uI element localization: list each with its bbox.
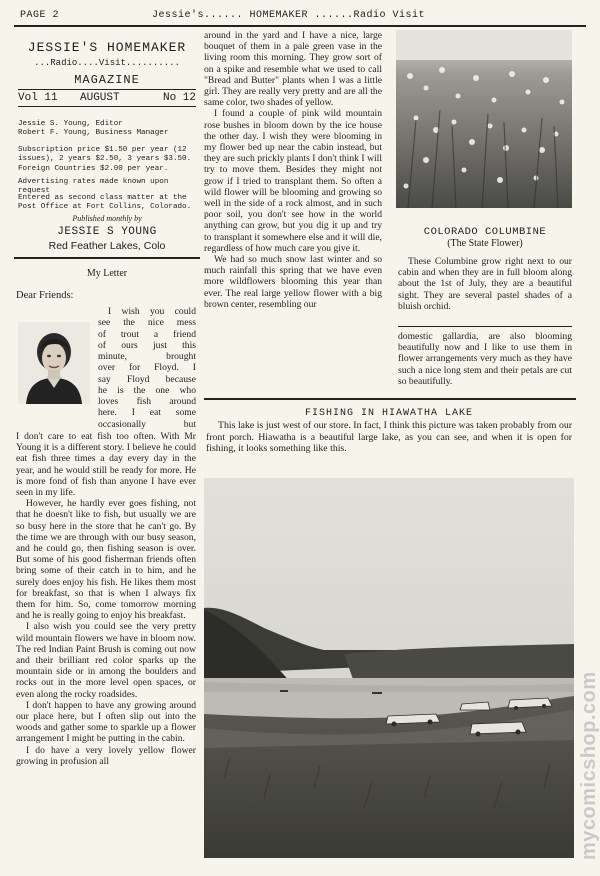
running-title: Jessie's...... HOMEMAKER ......Radio Visit <box>152 10 426 21</box>
wrap-line: here. I eat some <box>98 407 196 419</box>
lake-section-rule <box>204 398 576 400</box>
middle-para-1: around in the yard and I have a nice, large bouquet of them in a pale green vase in the living room this morning. They grow sort of on a spike and resemble what we used to call "Bread and Butter" plants when I was a little girl. They are really very pretty and are all the same color, two shades of yellow. <box>204 30 382 109</box>
letter-para-4: I don't happen to have any growing around our place here, but I often slip out into the woods and gather some to sparkle up a flower arrangement I might be putting in the cabin. <box>16 699 196 745</box>
volume: Vol 11 <box>18 92 58 104</box>
wrap-line: I wish you could <box>108 306 196 317</box>
columbine-continued: domestic gallardia, are also blooming beautifully now and I like to use them in flower arrangements very much as they have such a nice long stem and their petals are cut so beautifully. <box>398 331 572 387</box>
wrap-line: occasionally but <box>98 418 196 430</box>
columbine-caption-title: COLORADO COLUMBINE <box>423 226 547 238</box>
entry-info: Entered as second class matter at the Post Office at Fort Collins, Colorado. <box>18 194 192 212</box>
letter-body <box>16 431 196 767</box>
watermark: mycomicshop.com <box>578 671 600 860</box>
editors <box>18 120 196 139</box>
month: AUGUST <box>80 92 120 104</box>
portrait-image <box>18 322 90 404</box>
columbine-image <box>396 30 572 208</box>
wrap-line: he is the one who <box>98 384 196 396</box>
advertising-info: Advertising rates made known upon request <box>18 178 169 196</box>
lake-heading: FISHING IN HIAWATHA LAKE <box>304 408 474 419</box>
running-header <box>14 8 586 24</box>
publisher-name: JESSIE S YOUNG <box>57 226 157 238</box>
manager-line: Robert F. Young, Business Manager <box>18 129 169 138</box>
portrait-photo <box>18 322 90 404</box>
wrap-line: of trout a friend <box>98 328 196 340</box>
wrap-line: of ours just this <box>98 339 196 351</box>
header-rule <box>14 25 586 27</box>
columbine-caption-subtitle: (The State Flower) <box>447 238 523 249</box>
masthead-rule-top <box>18 89 196 90</box>
letter-heading: My Letter <box>86 268 128 279</box>
wrap-line: say Floyd because <box>98 373 196 385</box>
letter-para-5: I do have a very lovely yellow flower growing in profusion all <box>16 744 196 767</box>
middle-para-3: We had so much snow last winter and so much rainfall this spring that we have even more wildflowers blooming this year than ever. The real large yellow flower with a big brown center, resembling our <box>204 254 382 310</box>
published-by: Published monthly by <box>72 214 142 223</box>
wrap-line: see the nice mess <box>98 317 196 329</box>
wrap-line: over for Floyd. I <box>98 362 196 374</box>
masthead-rule-bottom <box>18 106 196 107</box>
letter-salutation: Dear Friends: <box>16 290 74 301</box>
publisher-place: Red Feather Lakes, Colo <box>48 240 166 252</box>
letter-wrap-text <box>98 306 196 430</box>
masthead-title: JESSIE'S HOMEMAKER <box>27 40 187 55</box>
middle-para-2: I found a couple of pink wild mountain rose bushes in bloom down by the ice house the other day. I wish they were blooming in my flower bed up near the cabin instead, but they are such prickly plants I don't think I will try to move them. Besides they might not grow if I tried to transplant them. So often a wild flower will be blooming and growing so well in the side of a rock almost, and in such poor soil, you don't see how in the world anything can grow, but you dig it up and try to transplant it somewhere else and it will die, regardless of how much care you give it. <box>204 108 382 254</box>
columbine-photo <box>396 30 572 208</box>
masthead-subtitle: ...Radio....Visit.......... <box>34 58 180 68</box>
page-number: PAGE 2 <box>20 10 60 21</box>
lake-photo <box>204 478 574 858</box>
middle-column <box>204 30 382 310</box>
editor-line: Jessie S. Young, Editor <box>18 120 123 128</box>
lake-text: This lake is just west of our store. In fact, I think this picture was taken probably from our front porch. Hiawatha is a beautiful large lake, as you can see, and when it is open for fishing, it looks something like this. <box>206 420 572 455</box>
subscription-info: Subscription price $1.50 per year (12 issues), 2 years $2.50, 3 years $3.50. Foreign Countries $2.00 per year. <box>18 146 192 173</box>
letter-para-3: I also wish you could see the very pretty wild mountain flowers we have in bloom now. The red Indian Paint Brush is coming out now and their brilliant red color sparks up the mountain side or in among the boulders and rocks out in the more level open spaces, or even along the rocky roadsides. <box>16 621 196 700</box>
columbine-text: These Columbine grow right next to our cabin and when they are in full bloom along about the 1st of July, they are a beautiful sight. They are several pastel shades of a bluish orchid. <box>398 256 572 312</box>
letter-para-1: I don't care to eat fish too often. With Mr Young it is a different story. I believe he could eat fish three times a day every day in the year, and he would still be ready for more. He is more fond of fish than anyone I have ever seen in my life. <box>16 431 196 499</box>
masthead-magazine: MAGAZINE <box>74 73 140 87</box>
masthead <box>14 30 200 87</box>
letter-para-2: However, he hardly ever goes fishing, not that he doesn't like to fish, but usually we are so busy here in the store that he can't go. By the time we are through with our busy season, and he could go, then fishing season is over. But some of his good fisherman friends often bring some of their catch in to him, and he surely does enjoy his fish. He likes them most for breakfast, so that is when I always fix them for him. So, come tomorrow morning and he is really going to enjoy his breakfast. <box>16 498 196 622</box>
masthead-divider <box>14 257 200 259</box>
lake-image <box>204 478 574 858</box>
columbine-rule <box>398 326 572 327</box>
issue-number: No 12 <box>162 92 196 104</box>
wrap-line: loves fish around <box>98 396 196 407</box>
wrap-line: minute, brought <box>98 351 196 362</box>
